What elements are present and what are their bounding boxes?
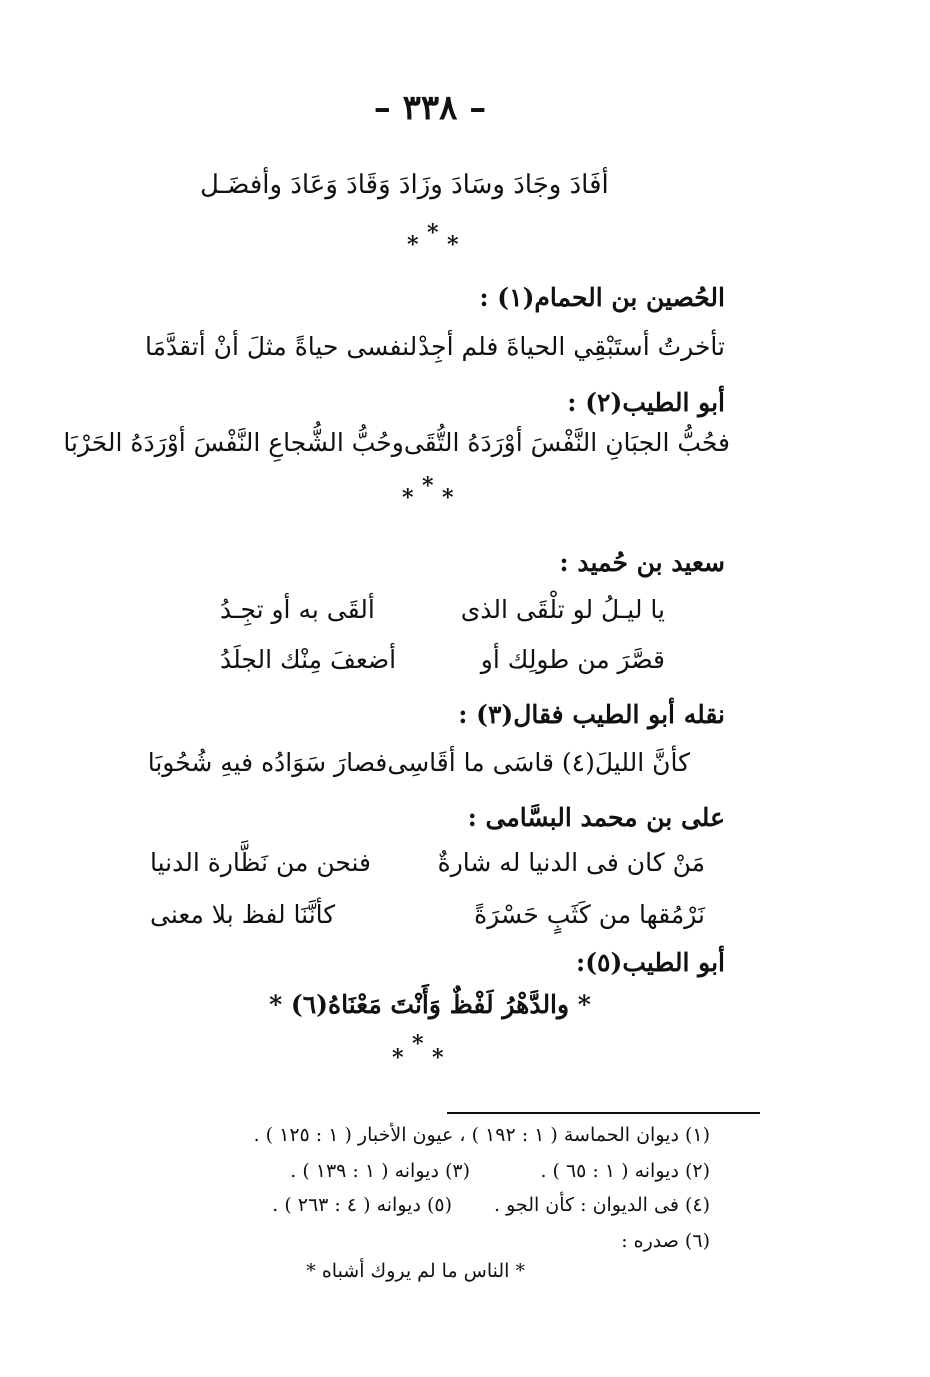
verse-hemistich-first: كأنَّ الليلَ(٤) قاسَى ما أقَاسِى (387, 748, 690, 777)
verse-hemistich-second: فصارَ سَوَادُه فيهِ شُحُوبَا (147, 748, 388, 777)
footnote-6: (٦) صدره : (621, 1230, 710, 1252)
opening-verse: أفَادَ وجَادَ وسَادَ وزَادَ وَقَادَ وَعَادَ وأفضَـل (200, 170, 609, 200)
page-number: – ٣٣٨ – (373, 88, 487, 128)
poet-attribution: الحُصين بن الحمام(١) : (479, 283, 725, 312)
verse-hemistich-second: فنحن من نَظَّارة الدنيا (150, 848, 371, 877)
poet-attribution: نقله أبو الطيب فقال(٣) : (458, 700, 725, 729)
verse-hemistich-first: يا ليـلُ لو تلْقَى الذى (460, 595, 665, 624)
verse-hemistich-second: ألقَى به أو تجِـدُ (220, 595, 375, 624)
footnote-5: (٥) ديوانه ( ٤ : ٢٦٣ ) . (272, 1194, 452, 1216)
verse-line (220, 645, 665, 674)
verse-line (145, 332, 725, 361)
verse-hemistich-first: تأخرتُ أستَبْقِي الحياةَ فلم أجِدْ (418, 332, 725, 361)
verse-line (63, 428, 730, 457)
footnote-2: (٢) ديوانه ( ١ : ٦٥ ) . (540, 1160, 710, 1182)
verse-hemistich-second: كأنَّنَا لفظ بلا معنى (150, 900, 336, 929)
verse-line (147, 748, 690, 777)
separator-stars: * * * (392, 1031, 444, 1071)
poet-attribution: على بن محمد البسَّامى : (467, 803, 725, 832)
footnote-4: (٤) فى الديوان : كأن الجو . (494, 1194, 710, 1216)
verse-hemistich-second: لنفسى حياةً مثلَ أنْ أتقدَّمَا (145, 332, 418, 361)
poet-attribution: سعيد بن حُميد : (559, 548, 725, 577)
separator-stars: * * * (407, 220, 459, 258)
verse-hemistich-first: نَرْمُقها من كَثَبٍ حَسْرَةً (474, 900, 705, 929)
footnote-3: (٣) ديوانه ( ١ : ١٣٩ ) . (290, 1160, 470, 1182)
footnote-divider (447, 1112, 760, 1114)
separator-stars: * * * (402, 473, 454, 511)
verse-hemistich-second: وحُبُّ الشُّجاعِ النَّفْسَ أوْرَدَهُ الحَرْبَا (63, 428, 404, 457)
verse-line (220, 595, 665, 624)
poet-attribution: أبو الطيب(٢) : (567, 388, 725, 417)
verse-line (150, 848, 705, 877)
footnote-6-verse: * الناس ما لم يروك أشباه * (306, 1260, 525, 1282)
verse-hemistich-first: قصَّرَ من طولِك أو (480, 645, 665, 674)
verse-line: * والدَّهْرُ لَفْظٌ وَأَنْتَ مَعْنَاهُ(٦) * (269, 990, 591, 1019)
verse-hemistich-first: مَنْ كان فى الدنيا له شارةٌ (437, 848, 705, 877)
verse-hemistich-second: أضعفَ مِنْك الجلَدُ (220, 645, 397, 674)
footnote-1: (١) ديوان الحماسة ( ١ : ١٩٢ ) ، عيون الأخبار ( ١ : ١٢٥ ) . (253, 1124, 710, 1146)
verse-line (150, 900, 705, 929)
verse-hemistich-first: فحُبُّ الجبَانِ النَّفْسَ أوْرَدَهُ التُّقَى (403, 428, 730, 457)
poet-attribution: أبو الطيب(٥): (575, 948, 725, 977)
